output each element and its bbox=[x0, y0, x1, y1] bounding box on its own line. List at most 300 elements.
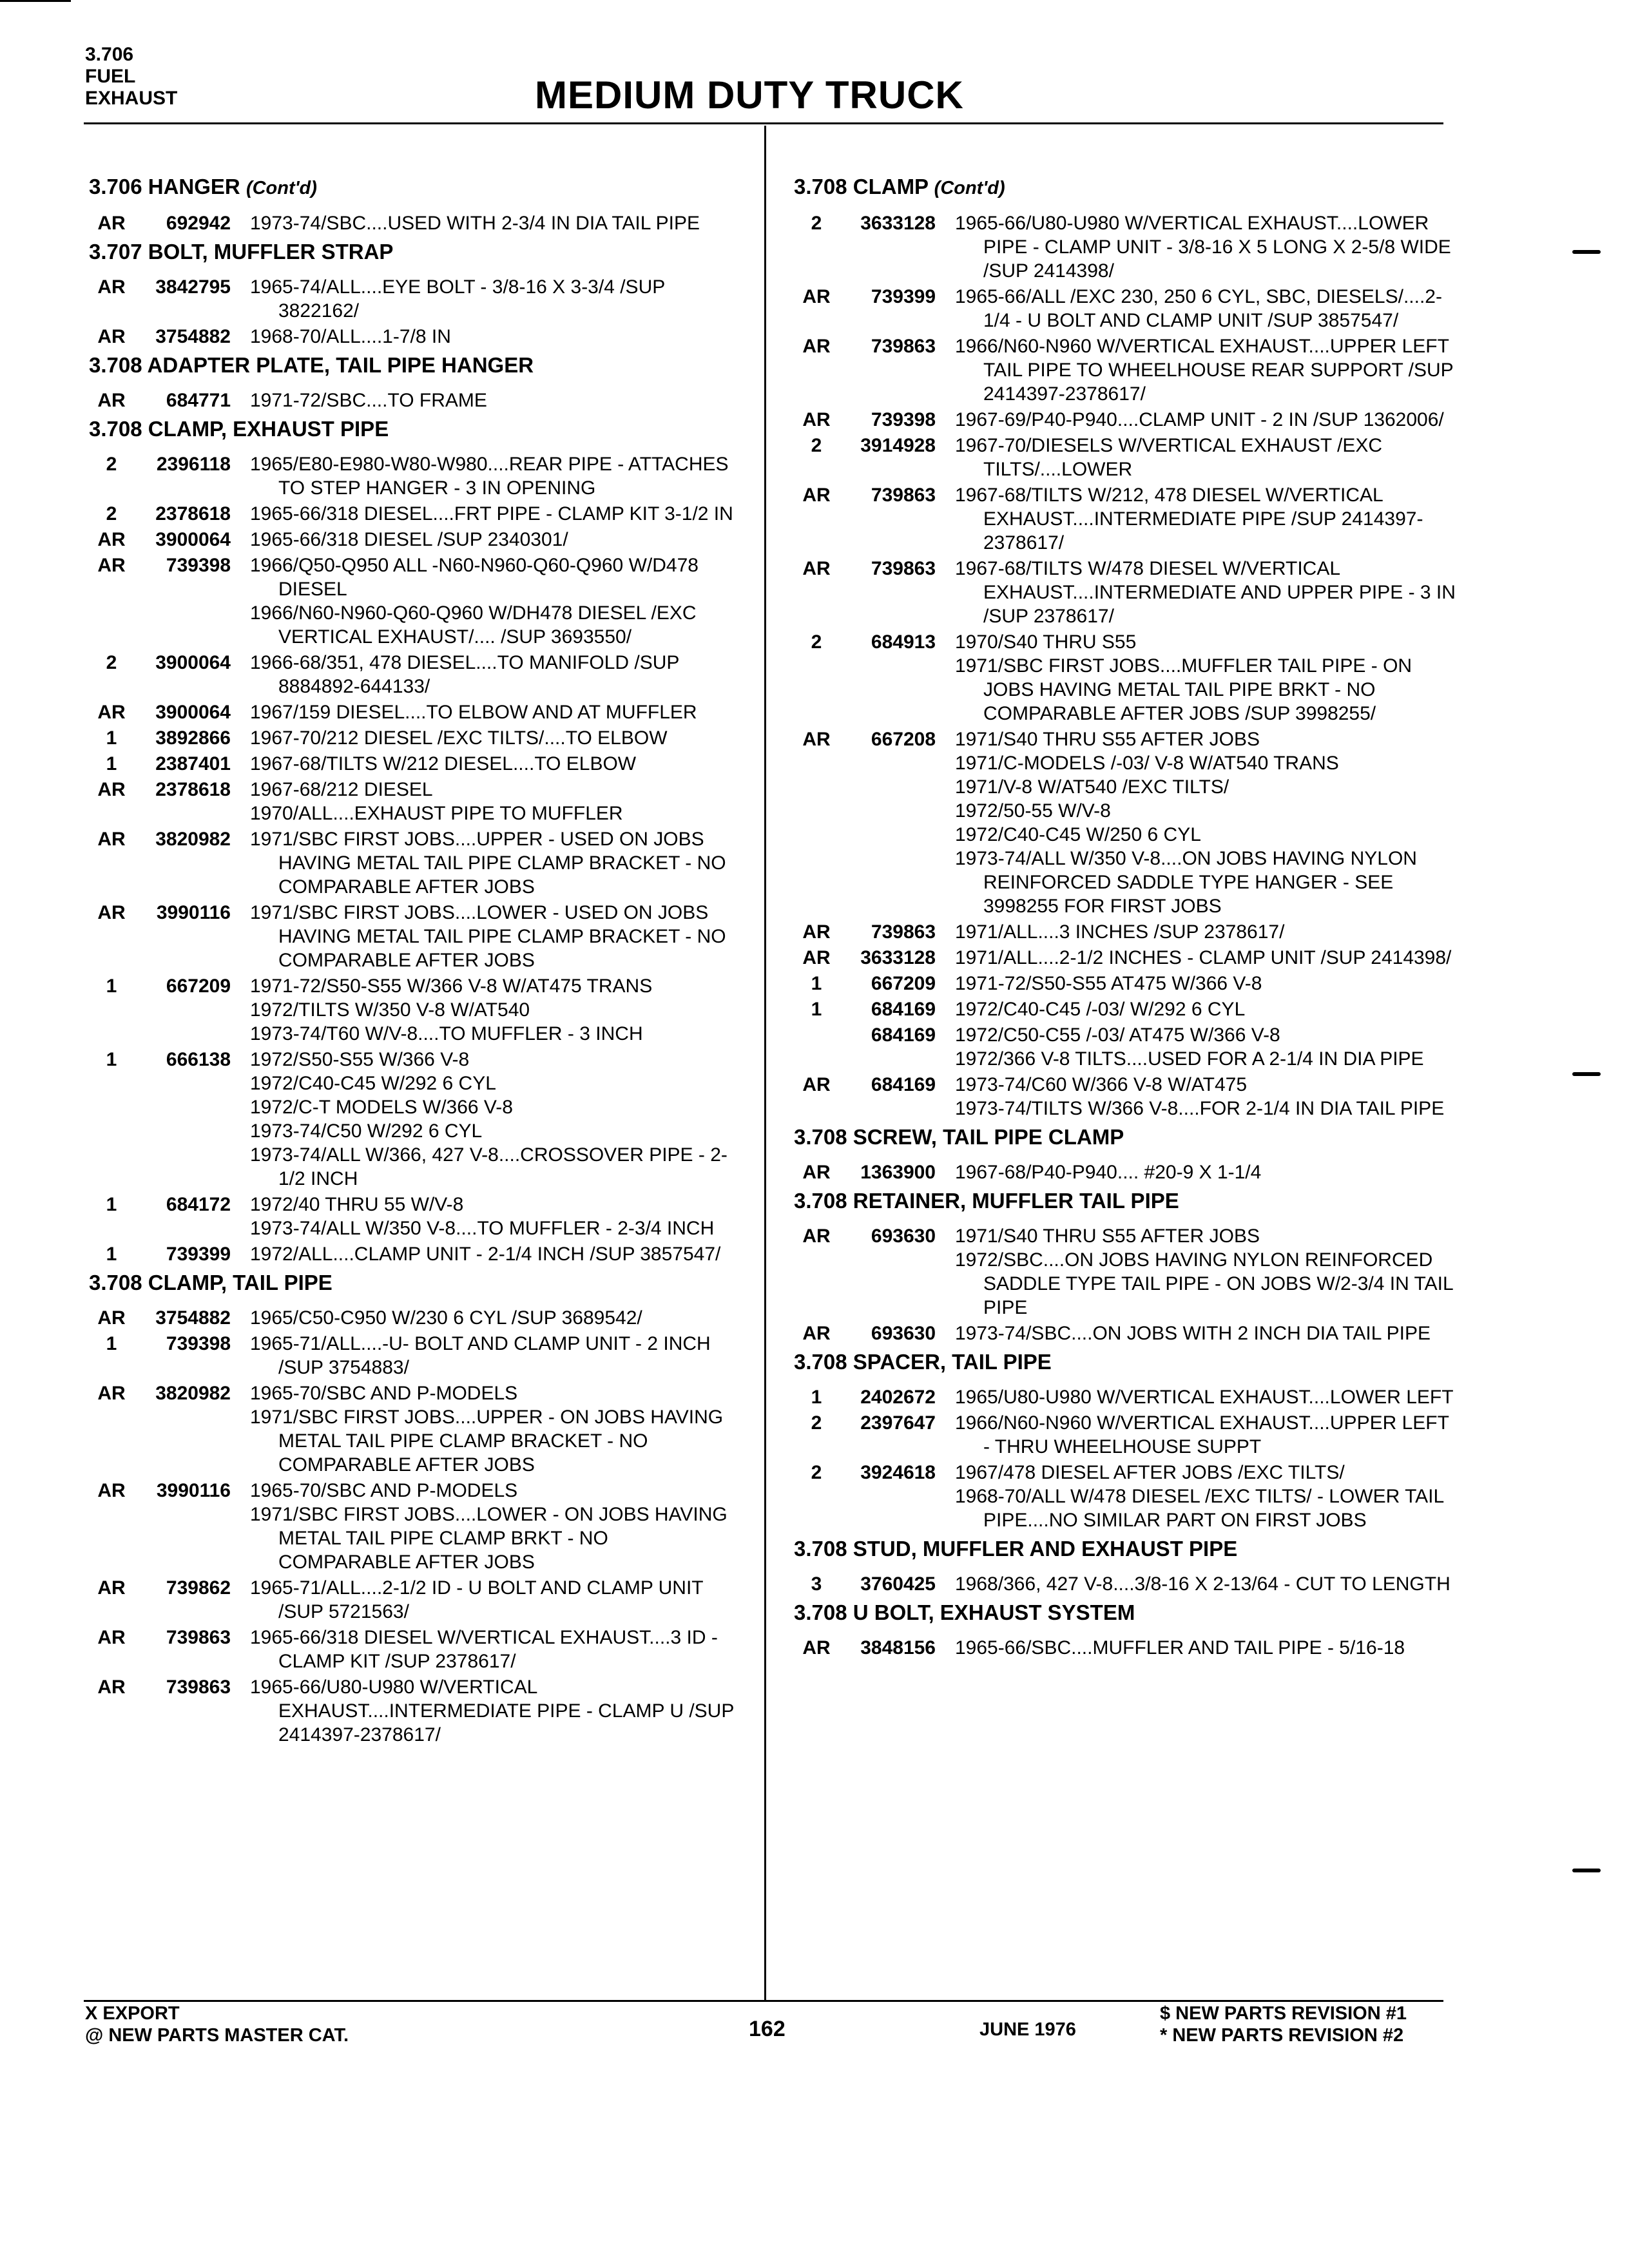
quantity: AR bbox=[802, 1074, 831, 1095]
part-entry bbox=[89, 651, 740, 698]
subgroup-label: EXHAUST bbox=[85, 88, 178, 109]
description-line: 1971/S40 THRU S55 AFTER JOBS bbox=[955, 729, 1260, 750]
part-number: 684169 bbox=[871, 999, 936, 1020]
description-line: 1965-66/ALL /EXC 230, 250 6 CYL, SBC, DIESELS/....2-1/4 - U BOLT AND CLAMP UNIT /SUP 3857547/ bbox=[955, 286, 1442, 331]
quantity: AR bbox=[802, 729, 831, 750]
part-description bbox=[231, 1675, 740, 1747]
quantity: 2 bbox=[811, 631, 822, 653]
quantity: 1 bbox=[811, 973, 822, 994]
part-description bbox=[231, 778, 740, 825]
section-heading bbox=[794, 1188, 1458, 1214]
part-entry bbox=[89, 553, 740, 649]
description-line: 1971/ALL....3 INCHES /SUP 2378617/ bbox=[955, 921, 1285, 943]
quantity: 1 bbox=[106, 1049, 117, 1070]
quantity: AR bbox=[802, 558, 831, 579]
quantity: AR bbox=[97, 276, 126, 298]
quantity: AR bbox=[97, 1677, 126, 1698]
description-line: 1972/ALL....CLAMP UNIT - 2-1/4 INCH /SUP 3857547/ bbox=[250, 1244, 721, 1265]
description-line: 1966/N60-N960 W/VERTICAL EXHAUST....UPPER LEFT - THRU WHEELHOUSE SUPPT bbox=[955, 1412, 1449, 1457]
part-entry bbox=[794, 285, 1458, 332]
part-entry bbox=[89, 1332, 740, 1379]
part-number: 3848156 bbox=[860, 1637, 936, 1658]
part-number: 3914928 bbox=[860, 435, 936, 456]
part-description bbox=[231, 1626, 740, 1673]
part-number: 739863 bbox=[871, 921, 936, 943]
quantity: AR bbox=[97, 529, 126, 550]
part-number: 739863 bbox=[166, 1677, 231, 1698]
part-entry bbox=[794, 1224, 1458, 1320]
left-column bbox=[89, 170, 740, 1749]
description-line: 1967-68/TILTS W/478 DIESEL W/VERTICAL EXHAUST....INTERMEDIATE AND UPPER PIPE - 3 IN /SUP 2378617/ bbox=[955, 558, 1456, 627]
part-entry bbox=[794, 334, 1458, 406]
footer-master-cat-note: @ NEW PARTS MASTER CAT. bbox=[85, 2025, 349, 2046]
part-number: 684169 bbox=[871, 1024, 936, 1046]
description-line: 1966-68/351, 478 DIESEL....TO MANIFOLD /SUP 8884892-644133/ bbox=[250, 652, 679, 697]
quantity: 1 bbox=[811, 1387, 822, 1408]
quantity: 1 bbox=[106, 727, 117, 749]
part-entry bbox=[89, 700, 740, 724]
part-description bbox=[936, 1572, 1458, 1596]
quantity: 2 bbox=[811, 1412, 822, 1434]
quantity: AR bbox=[97, 1577, 126, 1599]
part-description bbox=[936, 1385, 1458, 1409]
part-number: 3900064 bbox=[155, 652, 231, 673]
part-entry bbox=[794, 1636, 1458, 1660]
section-heading-text: 3.708 SCREW, TAIL PIPE CLAMP bbox=[794, 1125, 1124, 1149]
part-description bbox=[231, 1193, 740, 1240]
header-rule bbox=[84, 122, 1443, 124]
quantity: AR bbox=[802, 1637, 831, 1658]
part-entry bbox=[794, 972, 1458, 995]
part-description bbox=[936, 1160, 1458, 1184]
description-line: 1971-72/S50-S55 W/366 V-8 W/AT475 TRANS bbox=[250, 975, 653, 997]
part-description bbox=[936, 483, 1458, 555]
part-entry bbox=[794, 630, 1458, 726]
section-heading-text: 3.708 CLAMP, TAIL PIPE bbox=[89, 1271, 333, 1294]
description-line: 1966/Q50-Q950 ALL -N60-N960-Q60-Q960 W/D478 DIESEL bbox=[250, 555, 699, 600]
quantity: 2 bbox=[106, 503, 117, 524]
quantity: 2 bbox=[106, 454, 117, 475]
description-line: 1967/478 DIESEL AFTER JOBS /EXC TILTS/ bbox=[955, 1462, 1345, 1483]
part-entry bbox=[794, 434, 1458, 481]
description-line: 1966/N60-N960-Q60-Q960 W/DH478 DIESEL /EXC VERTICAL EXHAUST/.... /SUP 3693550/ bbox=[250, 602, 697, 648]
section-heading-text: 3.708 STUD, MUFFLER AND EXHAUST PIPE bbox=[794, 1537, 1238, 1561]
section-heading-text: 3.708 CLAMP bbox=[794, 175, 929, 198]
description-line: 1972/S50-S55 W/366 V-8 bbox=[250, 1049, 470, 1070]
description-line: 1965-66/318 DIESEL....FRT PIPE - CLAMP KIT 3-1/2 IN bbox=[250, 503, 733, 524]
quantity: AR bbox=[97, 390, 126, 411]
part-description bbox=[936, 946, 1458, 970]
group-label: FUEL bbox=[85, 66, 136, 87]
page-number: 162 bbox=[749, 2017, 786, 2041]
top-left-rule bbox=[0, 0, 71, 2]
description-line: 1971/S40 THRU S55 AFTER JOBS bbox=[955, 1225, 1260, 1247]
part-description bbox=[936, 630, 1458, 726]
description-line: 1967-70/212 DIESEL /EXC TILTS/....TO ELBOW bbox=[250, 727, 668, 749]
part-number: 2387401 bbox=[155, 753, 231, 774]
part-entry bbox=[794, 408, 1458, 432]
footer-revision-2: * NEW PARTS REVISION #2 bbox=[1160, 2025, 1404, 2046]
part-entry bbox=[794, 1073, 1458, 1120]
description-line: 1965/E80-E980-W80-W980....REAR PIPE - ATTACHES TO STEP HANGER - 3 IN OPENING bbox=[250, 454, 729, 499]
part-description bbox=[936, 1023, 1458, 1071]
section-heading bbox=[89, 239, 740, 265]
section-header bbox=[85, 44, 177, 110]
quantity: AR bbox=[97, 213, 126, 234]
section-heading-text: 3.707 BOLT, MUFFLER STRAP bbox=[89, 240, 394, 264]
part-entry bbox=[794, 727, 1458, 918]
quantity: 2 bbox=[106, 652, 117, 673]
quantity: AR bbox=[97, 1383, 126, 1404]
part-description bbox=[231, 1576, 740, 1624]
part-description bbox=[231, 1479, 740, 1574]
description-line: 1973-74/SBC....USED WITH 2-3/4 IN DIA TAIL PIPE bbox=[250, 213, 700, 234]
part-number: 3633128 bbox=[860, 947, 936, 968]
right-column bbox=[794, 170, 1458, 1662]
quantity bbox=[794, 1023, 839, 1071]
continued-note: (Cont'd) bbox=[934, 178, 1005, 198]
description-line: 1973-74/SBC....ON JOBS WITH 2 INCH DIA TAIL PIPE bbox=[955, 1323, 1431, 1344]
quantity: AR bbox=[802, 409, 831, 430]
description-line: 1967-68/P40-P940.... #20-9 X 1-1/4 bbox=[955, 1162, 1262, 1183]
section-heading-text: 3.708 CLAMP, EXHAUST PIPE bbox=[89, 417, 389, 441]
part-entry bbox=[89, 1048, 740, 1191]
part-description bbox=[231, 651, 740, 698]
quantity: AR bbox=[97, 902, 126, 923]
part-description bbox=[231, 275, 740, 323]
part-number: 1363900 bbox=[860, 1162, 936, 1183]
part-entry bbox=[794, 1023, 1458, 1071]
description-line: 1971/V-8 W/AT540 /EXC TILTS/ bbox=[955, 776, 1229, 798]
part-entry bbox=[89, 726, 740, 750]
description-line: 1971/C-MODELS /-03/ V-8 W/AT540 TRANS bbox=[955, 753, 1339, 774]
section-heading-text: 3.706 HANGER bbox=[89, 175, 240, 198]
quantity: 1 bbox=[811, 999, 822, 1020]
part-entry bbox=[794, 997, 1458, 1021]
part-entry bbox=[794, 1385, 1458, 1409]
part-number: 3990116 bbox=[156, 1480, 231, 1501]
continued-note: (Cont'd) bbox=[246, 178, 317, 198]
description-line: 1972/C40-C45 /-03/ W/292 6 CYL bbox=[955, 999, 1246, 1020]
description-line: 1965-66/SBC....MUFFLER AND TAIL PIPE - 5/16-18 bbox=[955, 1637, 1405, 1658]
part-entry bbox=[794, 946, 1458, 970]
quantity: AR bbox=[802, 286, 831, 307]
description-line: 1972/40 THRU 55 W/V-8 bbox=[250, 1194, 464, 1215]
page-title: MEDIUM DUTY TRUCK bbox=[535, 73, 964, 117]
part-number: 3820982 bbox=[155, 829, 231, 850]
section-heading-text: 3.708 U BOLT, EXHAUST SYSTEM bbox=[794, 1600, 1135, 1624]
part-description bbox=[936, 557, 1458, 628]
part-description bbox=[231, 752, 740, 776]
description-line: 1965-66/318 DIESEL W/VERTICAL EXHAUST....3 ID - CLAMP KIT /SUP 2378617/ bbox=[250, 1627, 718, 1672]
quantity: AR bbox=[97, 1627, 126, 1648]
description-line: 1972/C40-C45 W/292 6 CYL bbox=[250, 1073, 496, 1094]
quantity: AR bbox=[802, 921, 831, 943]
description-line: 1973-74/ALL W/366, 427 V-8....CROSSOVER PIPE - 2-1/2 INCH bbox=[250, 1144, 728, 1189]
description-line: 1972/C50-C55 /-03/ AT475 W/366 V-8 bbox=[955, 1024, 1280, 1046]
part-entry bbox=[89, 974, 740, 1046]
part-description bbox=[231, 1048, 740, 1191]
part-number: 3633128 bbox=[860, 213, 936, 234]
section-number: 3.706 bbox=[85, 44, 134, 65]
description-line: 1973-74/C50 W/292 6 CYL bbox=[250, 1120, 483, 1142]
part-number: 3892866 bbox=[155, 727, 231, 749]
part-number: 3924618 bbox=[860, 1462, 936, 1483]
part-description bbox=[936, 285, 1458, 332]
description-line: 1965-66/318 DIESEL /SUP 2340301/ bbox=[250, 529, 568, 550]
part-description bbox=[231, 1306, 740, 1330]
part-number: 739863 bbox=[871, 336, 936, 357]
part-description bbox=[936, 434, 1458, 481]
footer-export-note: X EXPORT bbox=[85, 2003, 180, 2024]
description-line: 1972/C40-C45 W/250 6 CYL bbox=[955, 824, 1201, 845]
part-entry bbox=[89, 901, 740, 972]
part-entry bbox=[89, 1193, 740, 1240]
part-description bbox=[936, 211, 1458, 283]
section-heading bbox=[794, 1536, 1458, 1562]
description-line: 1967-70/DIESELS W/VERTICAL EXHAUST /EXC TILTS/....LOWER bbox=[955, 435, 1383, 480]
footer-rule bbox=[84, 2000, 1443, 2002]
footer-legend-right bbox=[1160, 2003, 1407, 2046]
part-number: 739398 bbox=[871, 409, 936, 430]
quantity: AR bbox=[802, 1225, 831, 1247]
part-number: 739863 bbox=[166, 1627, 231, 1648]
part-number: 3990116 bbox=[156, 902, 231, 923]
part-description bbox=[231, 1242, 740, 1266]
section-heading bbox=[89, 1270, 740, 1296]
quantity: AR bbox=[802, 485, 831, 506]
part-number: 2397647 bbox=[860, 1412, 936, 1434]
part-entry bbox=[89, 1675, 740, 1747]
section-heading bbox=[89, 174, 740, 201]
part-description bbox=[231, 211, 740, 235]
description-line: 1965-74/ALL....EYE BOLT - 3/8-16 X 3-3/4 /SUP 3822162/ bbox=[250, 276, 665, 322]
part-number: 684913 bbox=[871, 631, 936, 653]
margin-mark bbox=[1572, 250, 1601, 254]
part-entry bbox=[794, 1160, 1458, 1184]
part-description bbox=[936, 1073, 1458, 1120]
part-description bbox=[936, 1321, 1458, 1345]
description-line: 1973-74/TILTS W/366 V-8....FOR 2-1/4 IN DIA TAIL PIPE bbox=[955, 1098, 1445, 1119]
part-number: 739863 bbox=[871, 485, 936, 506]
part-entry bbox=[89, 1576, 740, 1624]
part-description bbox=[231, 827, 740, 899]
quantity: 1 bbox=[106, 1333, 117, 1354]
description-line: 1965-70/SBC AND P-MODELS bbox=[250, 1383, 518, 1404]
description-line: 1967-68/212 DIESEL bbox=[250, 779, 433, 800]
part-description bbox=[936, 972, 1458, 995]
part-entry bbox=[89, 1242, 740, 1266]
section-heading bbox=[794, 1600, 1458, 1626]
description-line: 1971/SBC FIRST JOBS....UPPER - USED ON JOBS HAVING METAL TAIL PIPE CLAMP BRACKET - NO COMPARABLE AFTER JOBS bbox=[250, 829, 726, 898]
part-number: 693630 bbox=[871, 1225, 936, 1247]
part-entry bbox=[89, 211, 740, 235]
description-line: 1972/366 V-8 TILTS....USED FOR A 2-1/4 IN DIA PIPE bbox=[955, 1048, 1424, 1070]
part-number: 739398 bbox=[166, 1333, 231, 1354]
part-entry bbox=[89, 275, 740, 323]
quantity: AR bbox=[802, 1162, 831, 1183]
part-entry bbox=[89, 502, 740, 526]
part-number: 3754882 bbox=[155, 1307, 231, 1329]
part-description bbox=[231, 726, 740, 750]
part-number: 2378618 bbox=[155, 503, 231, 524]
quantity: 3 bbox=[811, 1573, 822, 1595]
description-line: 1973-74/C60 W/366 V-8 W/AT475 bbox=[955, 1074, 1248, 1095]
margin-mark bbox=[1572, 1869, 1601, 1872]
part-entry bbox=[794, 557, 1458, 628]
description-line: 1972/SBC....ON JOBS HAVING NYLON REINFORCED SADDLE TYPE TAIL PIPE - ON JOBS W/2-3/4 IN TAIL PIPE bbox=[955, 1249, 1453, 1318]
part-number: 684172 bbox=[166, 1194, 231, 1215]
quantity: 1 bbox=[106, 1194, 117, 1215]
description-line: 1965-66/U80-U980 W/VERTICAL EXHAUST....LOWER PIPE - CLAMP UNIT - 3/8-16 X 5 LONG X 2-5/8 WIDE /SUP 2414398/ bbox=[955, 213, 1451, 282]
part-entry bbox=[89, 1479, 740, 1574]
part-number: 3842795 bbox=[155, 276, 231, 298]
part-number: 3754882 bbox=[155, 326, 231, 347]
part-entry bbox=[794, 1572, 1458, 1596]
quantity: AR bbox=[97, 702, 126, 723]
description-line: 1967-68/TILTS W/212, 478 DIESEL W/VERTICAL EXHAUST....INTERMEDIATE PIPE /SUP 2414397-2378617/ bbox=[955, 485, 1423, 553]
part-number: 684771 bbox=[166, 390, 231, 411]
margin-mark bbox=[1572, 1072, 1601, 1076]
part-entry bbox=[794, 483, 1458, 555]
section-heading bbox=[794, 174, 1458, 201]
part-number: 2378618 bbox=[155, 779, 231, 800]
footer-legend-left bbox=[85, 2003, 349, 2046]
description-line: 1967-69/P40-P940....CLAMP UNIT - 2 IN /SUP 1362006/ bbox=[955, 409, 1444, 430]
quantity: AR bbox=[97, 779, 126, 800]
part-entry bbox=[89, 778, 740, 825]
description-line: 1973-74/ALL W/350 V-8....ON JOBS HAVING NYLON REINFORCED SADDLE TYPE HANGER - SEE 3998255 FOR FIRST JOBS bbox=[955, 848, 1417, 917]
description-line: 1967-68/TILTS W/212 DIESEL....TO ELBOW bbox=[250, 753, 637, 774]
description-line: 1966/N60-N960 W/VERTICAL EXHAUST....UPPER LEFT TAIL PIPE TO WHEELHOUSE REAR SUPPORT /SUP 2414397-2378617/ bbox=[955, 336, 1454, 405]
part-entry bbox=[89, 452, 740, 500]
part-description bbox=[231, 502, 740, 526]
part-entry bbox=[89, 1381, 740, 1477]
part-description bbox=[936, 1461, 1458, 1532]
description-line: 1965/U80-U980 W/VERTICAL EXHAUST....LOWER LEFT bbox=[955, 1387, 1454, 1408]
part-number: 739399 bbox=[166, 1244, 231, 1265]
part-entry bbox=[89, 1626, 740, 1673]
part-entry bbox=[89, 1306, 740, 1330]
quantity: AR bbox=[97, 555, 126, 576]
part-description bbox=[936, 1411, 1458, 1459]
part-entry bbox=[89, 528, 740, 552]
part-description bbox=[936, 727, 1458, 918]
description-line: 1970/ALL....EXHAUST PIPE TO MUFFLER bbox=[250, 803, 623, 824]
part-number: 739862 bbox=[166, 1577, 231, 1599]
quantity: AR bbox=[802, 947, 831, 968]
quantity: AR bbox=[97, 1480, 126, 1501]
description-line: 1965-71/ALL....2-1/2 ID - U BOLT AND CLAMP UNIT /SUP 5721563/ bbox=[250, 1577, 704, 1622]
quantity: AR bbox=[97, 1307, 126, 1329]
quantity: AR bbox=[97, 326, 126, 347]
part-number: 2396118 bbox=[156, 454, 231, 475]
part-description bbox=[231, 974, 740, 1046]
description-line: 1973-74/ALL W/350 V-8....TO MUFFLER - 2-3/4 INCH bbox=[250, 1218, 715, 1239]
part-description bbox=[936, 997, 1458, 1021]
part-description bbox=[231, 325, 740, 349]
part-number: 3900064 bbox=[155, 702, 231, 723]
part-description bbox=[936, 1224, 1458, 1320]
part-number: 693630 bbox=[871, 1323, 936, 1344]
description-line: 1968/366, 427 V-8....3/8-16 X 2-13/64 - CUT TO LENGTH bbox=[955, 1573, 1451, 1595]
part-description bbox=[231, 1381, 740, 1477]
quantity: 1 bbox=[106, 975, 117, 997]
quantity: 2 bbox=[811, 213, 822, 234]
column-divider bbox=[764, 126, 766, 2001]
part-number: 3900064 bbox=[155, 529, 231, 550]
section-heading-text: 3.708 ADAPTER PLATE, TAIL PIPE HANGER bbox=[89, 353, 534, 377]
description-line: 1968-70/ALL....1-7/8 IN bbox=[250, 326, 451, 347]
description-line: 1971/SBC FIRST JOBS....UPPER - ON JOBS HAVING METAL TAIL PIPE CLAMP BRACKET - NO COMPARABLE AFTER JOBS bbox=[250, 1407, 724, 1475]
description-line: 1968-70/ALL W/478 DIESEL /EXC TILTS/ - LOWER TAIL PIPE....NO SIMILAR PART ON FIRST JOBS bbox=[955, 1486, 1444, 1531]
description-line: 1972/C-T MODELS W/366 V-8 bbox=[250, 1097, 513, 1118]
part-entry bbox=[89, 325, 740, 349]
description-line: 1971/SBC FIRST JOBS....LOWER - USED ON JOBS HAVING METAL TAIL PIPE CLAMP BRACKET - NO COMPARABLE AFTER JOBS bbox=[250, 902, 726, 971]
part-description bbox=[936, 920, 1458, 944]
part-description bbox=[231, 1332, 740, 1379]
description-line: 1965/C50-C950 W/230 6 CYL /SUP 3689542/ bbox=[250, 1307, 642, 1329]
description-line: 1971-72/S50-S55 AT475 W/366 V-8 bbox=[955, 973, 1262, 994]
section-heading-text: 3.708 SPACER, TAIL PIPE bbox=[794, 1350, 1052, 1374]
part-number: 667208 bbox=[871, 729, 936, 750]
description-line: 1971/SBC FIRST JOBS....MUFFLER TAIL PIPE - ON JOBS HAVING METAL TAIL PIPE BRKT - NO COMPARABLE AFTER JOBS /SUP 3998255/ bbox=[955, 655, 1412, 724]
part-description bbox=[231, 452, 740, 500]
quantity: AR bbox=[802, 336, 831, 357]
footer-revision-1: $ NEW PARTS REVISION #1 bbox=[1160, 2003, 1407, 2024]
part-description bbox=[231, 700, 740, 724]
part-description bbox=[936, 334, 1458, 406]
part-description bbox=[231, 901, 740, 972]
quantity: 1 bbox=[106, 1244, 117, 1265]
part-number: 2402672 bbox=[860, 1387, 936, 1408]
part-number: 3820982 bbox=[155, 1383, 231, 1404]
part-number: 739399 bbox=[871, 286, 936, 307]
description-line: 1971/SBC FIRST JOBS....LOWER - ON JOBS HAVING METAL TAIL PIPE CLAMP BRKT - NO COMPARABLE AFTER JOBS bbox=[250, 1504, 728, 1573]
section-heading-text: 3.708 RETAINER, MUFFLER TAIL PIPE bbox=[794, 1189, 1179, 1213]
part-entry bbox=[89, 752, 740, 776]
part-number: 667209 bbox=[871, 973, 936, 994]
part-number: 684169 bbox=[871, 1074, 936, 1095]
part-number: 666138 bbox=[166, 1049, 231, 1070]
description-line: 1971-72/SBC....TO FRAME bbox=[250, 390, 487, 411]
part-entry bbox=[794, 211, 1458, 283]
part-entry bbox=[89, 389, 740, 412]
description-line: 1967/159 DIESEL....TO ELBOW AND AT MUFFLER bbox=[250, 702, 697, 723]
part-entry bbox=[794, 920, 1458, 944]
description-line: 1965-70/SBC AND P-MODELS bbox=[250, 1480, 518, 1501]
part-number: 739398 bbox=[166, 555, 231, 576]
part-entry bbox=[794, 1461, 1458, 1532]
part-number: 739863 bbox=[871, 558, 936, 579]
quantity: 2 bbox=[811, 435, 822, 456]
quantity: 1 bbox=[106, 753, 117, 774]
description-line: 1970/S40 THRU S55 bbox=[955, 631, 1137, 653]
quantity: 2 bbox=[811, 1462, 822, 1483]
part-number: 3760425 bbox=[860, 1573, 936, 1595]
description-line: 1965-71/ALL....-U- BOLT AND CLAMP UNIT - 2 INCH /SUP 3754883/ bbox=[250, 1333, 711, 1378]
part-description bbox=[936, 1636, 1458, 1660]
part-description bbox=[231, 528, 740, 552]
description-line: 1971/ALL....2-1/2 INCHES - CLAMP UNIT /SUP 2414398/ bbox=[955, 947, 1452, 968]
part-number: 667209 bbox=[166, 975, 231, 997]
part-description bbox=[936, 408, 1458, 432]
part-description bbox=[231, 389, 740, 412]
section-heading bbox=[794, 1349, 1458, 1375]
part-number: 692942 bbox=[166, 213, 231, 234]
part-description bbox=[231, 553, 740, 649]
quantity: AR bbox=[97, 829, 126, 850]
